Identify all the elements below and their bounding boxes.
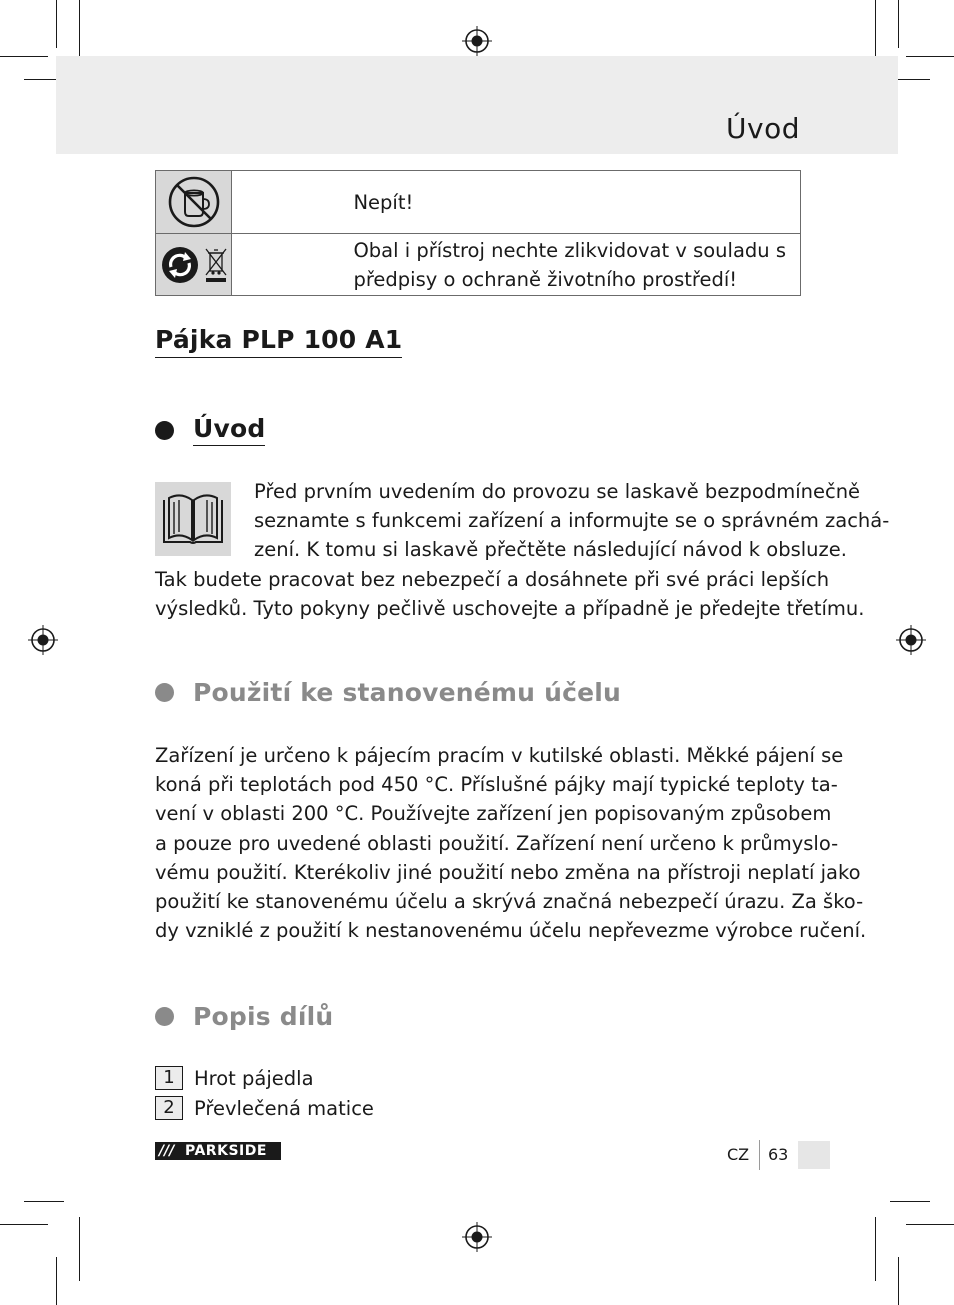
part-label: Převlečená matice: [194, 1096, 374, 1120]
crop-mark: [0, 56, 48, 57]
section-heading-intended-use: [155, 678, 621, 707]
part-label: Hrot pájedla: [194, 1066, 314, 1090]
symbol-text: Nepít!: [353, 190, 414, 214]
no-drinking-icon: [166, 174, 222, 230]
crop-mark: [906, 1224, 954, 1225]
crop-mark: [898, 0, 899, 48]
bullet-icon: [155, 1007, 174, 1026]
registration-mark-icon: [462, 1222, 492, 1252]
symbol-icon-cell: [156, 234, 232, 296]
registration-mark-icon: [896, 625, 926, 655]
bullet-icon: [155, 683, 174, 702]
text-line: seznamte s funkcemi zařízení a informujte se o správném zachá-: [254, 509, 890, 533]
text-line: dy vzniklé z použití k nestanovenému účelu nepřevezme výrobce ručení.: [155, 919, 867, 943]
part-number: 1: [155, 1066, 183, 1090]
text-line: vému použití. Kterékoliv jiné použití nebo změna na přístroji neplatí jako: [155, 860, 861, 884]
part-number: 2: [155, 1096, 183, 1120]
symbol-row: [156, 171, 801, 234]
manual-book-icon: [155, 482, 231, 556]
text-line: vení v oblasti 200 °C. Používejte zařízení jen popisovaným způsobem: [155, 802, 832, 826]
intro-paragraph: [155, 565, 865, 623]
bullet-icon: [155, 421, 174, 440]
crop-mark: [898, 1257, 899, 1305]
text-line: Zařízení je určeno k pájecím pracím v kutilské oblasti. Měkké pájení se: [155, 744, 844, 767]
brand-name: PARKSIDE: [185, 1143, 267, 1159]
text-line: Tak budete pracovat bez nebezpečí a dosáhnete při své práci lepších: [155, 568, 830, 591]
crossed-bin-icon: [204, 245, 228, 285]
chapter-title: Úvod: [726, 112, 800, 145]
symbol-text: Obal i přístroj nechte zlikvidovat v souladu s: [353, 238, 786, 262]
crop-mark: [79, 0, 80, 64]
text-line: a pouze pro uvedené oblasti použití. Zařízení není určeno k průmyslo-: [155, 831, 839, 855]
section-heading-parts: [155, 1002, 333, 1031]
intro-paragraph-indented: [254, 477, 890, 565]
text-line: použití ke stanovenému účelu a skrývá značná nebezpečí úrazu. Za ško-: [155, 890, 864, 914]
brand-slashes: ///: [159, 1143, 175, 1159]
footer-divider: [759, 1140, 760, 1170]
text-line: koná při teplotách pod 450 °C. Příslušné pájky mají typické teploty ta-: [155, 773, 838, 797]
registration-mark-icon: [462, 26, 492, 56]
product-title: Pájka PLP 100 A1: [155, 325, 402, 358]
page-number: 63: [768, 1145, 789, 1164]
parkside-logo: [155, 1142, 281, 1160]
footer-language: CZ: [727, 1145, 750, 1164]
section-heading-intro: [155, 414, 265, 446]
section-heading-label: Popis dílů: [193, 1002, 334, 1031]
text-line: zení. K tomu si laskavě přečtěte následující návod k obsluze.: [254, 538, 847, 562]
recycling-icon: [160, 245, 200, 285]
crop-mark: [24, 1201, 64, 1202]
parts-list-item: [155, 1066, 314, 1090]
registration-mark-icon: [28, 625, 58, 655]
crop-mark: [56, 1257, 57, 1305]
crop-mark: [890, 1201, 930, 1202]
section-heading-label: Použití ke stanovenému účelu: [193, 678, 622, 707]
intended-use-paragraph: [155, 741, 867, 945]
crop-mark: [56, 0, 57, 48]
symbol-text-cell: [232, 171, 801, 234]
crop-mark: [906, 56, 954, 57]
footer-tab-marker: [798, 1141, 830, 1169]
symbol-table: [155, 170, 801, 296]
crop-mark: [79, 1217, 80, 1281]
crop-mark: [875, 0, 876, 64]
symbol-text: předpisy o ochraně životního prostředí!: [353, 267, 738, 291]
crop-mark: [875, 1217, 876, 1281]
parts-list-item: [155, 1096, 374, 1120]
symbol-row: [156, 234, 801, 296]
crop-mark: [0, 1224, 48, 1225]
symbol-icon-cell: [156, 171, 232, 234]
text-line: výsledků. Tyto pokyny pečlivě uschovejte a případně je předejte třetímu.: [155, 597, 865, 621]
text-line: Před prvním uvedením do provozu se laskavě bezpodmínečně: [254, 480, 861, 503]
section-heading-label: Úvod: [193, 414, 265, 446]
symbol-text-cell: [232, 234, 801, 296]
